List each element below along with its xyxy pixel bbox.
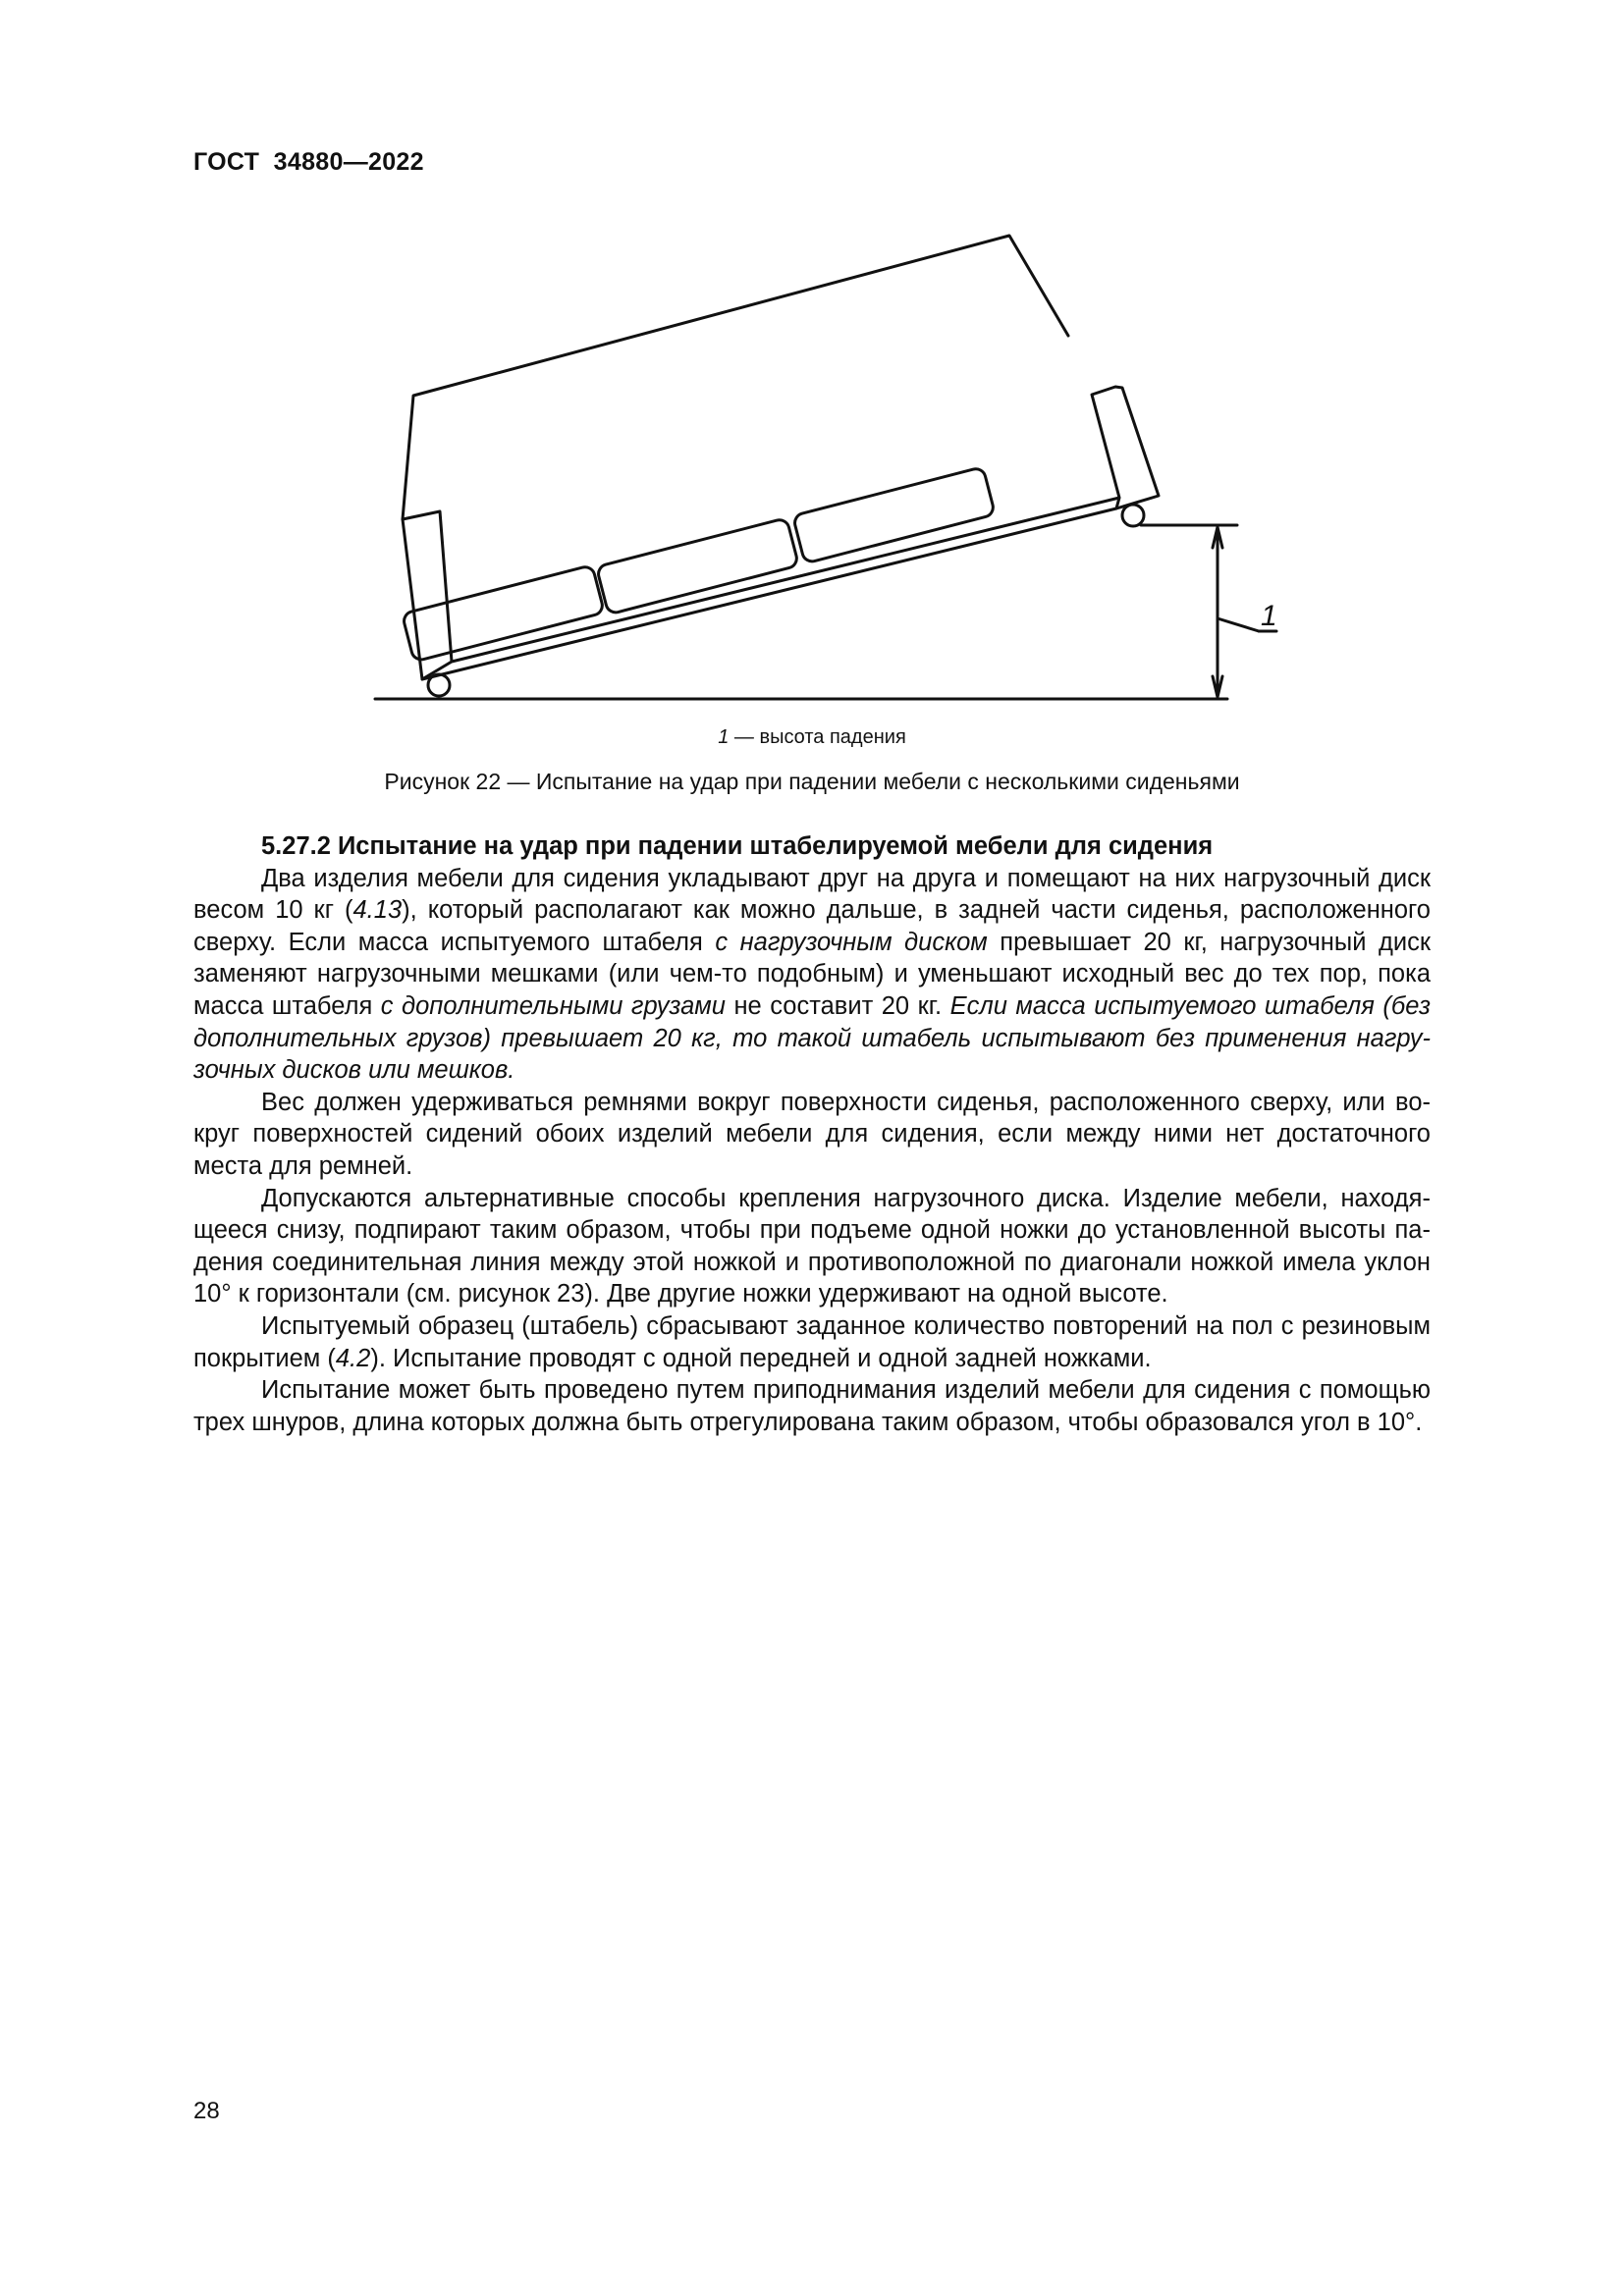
legend-text: — высота падения: [729, 726, 906, 748]
p1-text-b: ), который располагают как можно дальше, в задней части сиденья, расположенного сверху. Если масса испытуемого штабеля: [193, 896, 1431, 956]
sofa-backrest: [403, 236, 1068, 519]
figure-sofa-drop-test: [363, 221, 1316, 712]
document-header: ГОСТ 34880—2022: [193, 148, 424, 176]
paragraph-5: Испытание может быть проведено путем приподнимания изделий мебели для сидения с помощью трех шнуров, длина которых должна быть отрегулирована таким образом, чтобы образовался угол в 10°.: [193, 1376, 1431, 1436]
p4-text-a: Испытуемый образец (штабель) сбрасывают заданное количество повторений на пол с резиновым покрытием (: [193, 1311, 1431, 1372]
paragraph-3: Допускаются альтернативные способы крепления нагрузочного диска. Изделие мебели, находящееся снизу, подпирают таким образом, чтобы при подъеме одной ножки до установленной высоты падения соединительная линия между этой ножкой и противоположной по диагонали ножкой имела уклон 10° к горизонтали (см. рисунок 23). Две другие ножки удерживают на одной высоте.: [193, 1184, 1431, 1308]
paragraph-1: [193, 863, 1431, 1087]
sofa-drop-diagram: [363, 221, 1316, 712]
p1-text-a: Два изделия мебели для сидения укладывают друг на друга и помещают на них нагрузочный диск весом 10 кг (: [193, 864, 1431, 925]
legend-number: 1: [718, 726, 730, 748]
p4-ref: 4.2: [335, 1344, 371, 1372]
p1-ref: 4.13: [352, 896, 403, 925]
section-body: [193, 830, 1431, 1438]
wheel-right: [1122, 505, 1144, 526]
seat-cushion-left: [402, 565, 604, 662]
p1-italic-3: Если масса испытуемого штабеля (без дополнительных грузов) превышает 20 кг, то такой штабель испытывают без применения нагрузочных дисков или мешков.: [193, 991, 1431, 1085]
seat-cushion-right: [792, 467, 995, 563]
p1-italic-2: с дополнительными грузами: [380, 991, 726, 1020]
p4-text-b: ). Испытание проводят с одной передней и одной задней ножками.: [370, 1344, 1152, 1372]
sofa-base: [422, 508, 1116, 679]
page-number: 28: [193, 2098, 220, 2124]
callout-leader: [1218, 618, 1259, 631]
p1-text-c: превышает 20 кг, нагрузочный диск заменяют нагрузочными мешками (или чем-то подобным) и уменьшают исходный вес до тех пор, пока масса штабеля: [193, 928, 1431, 1020]
p1-text-d: не составит 20 кг.: [725, 991, 950, 1020]
paragraph-4: [193, 1310, 1431, 1374]
figure-caption: Рисунок 22 — Испытание на удар при падении мебели с несколькими сиденьями: [384, 769, 1240, 794]
figure-legend: [0, 726, 1624, 749]
callout-label: 1: [1261, 600, 1277, 632]
paragraph-2: Вес должен удерживаться ремнями вокруг поверхности сиденья, расположенного сверху, или вокруг поверхностей сидений обоих изделий мебели для сидения, если между ними нет достаточного места для ремней.: [193, 1088, 1431, 1180]
p1-italic-1: с нагрузочным диском: [715, 928, 988, 956]
wheel-left: [428, 674, 450, 696]
section-heading: 5.27.2 Испытание на удар при падении штабелируемой мебели для сидения: [261, 832, 1214, 860]
